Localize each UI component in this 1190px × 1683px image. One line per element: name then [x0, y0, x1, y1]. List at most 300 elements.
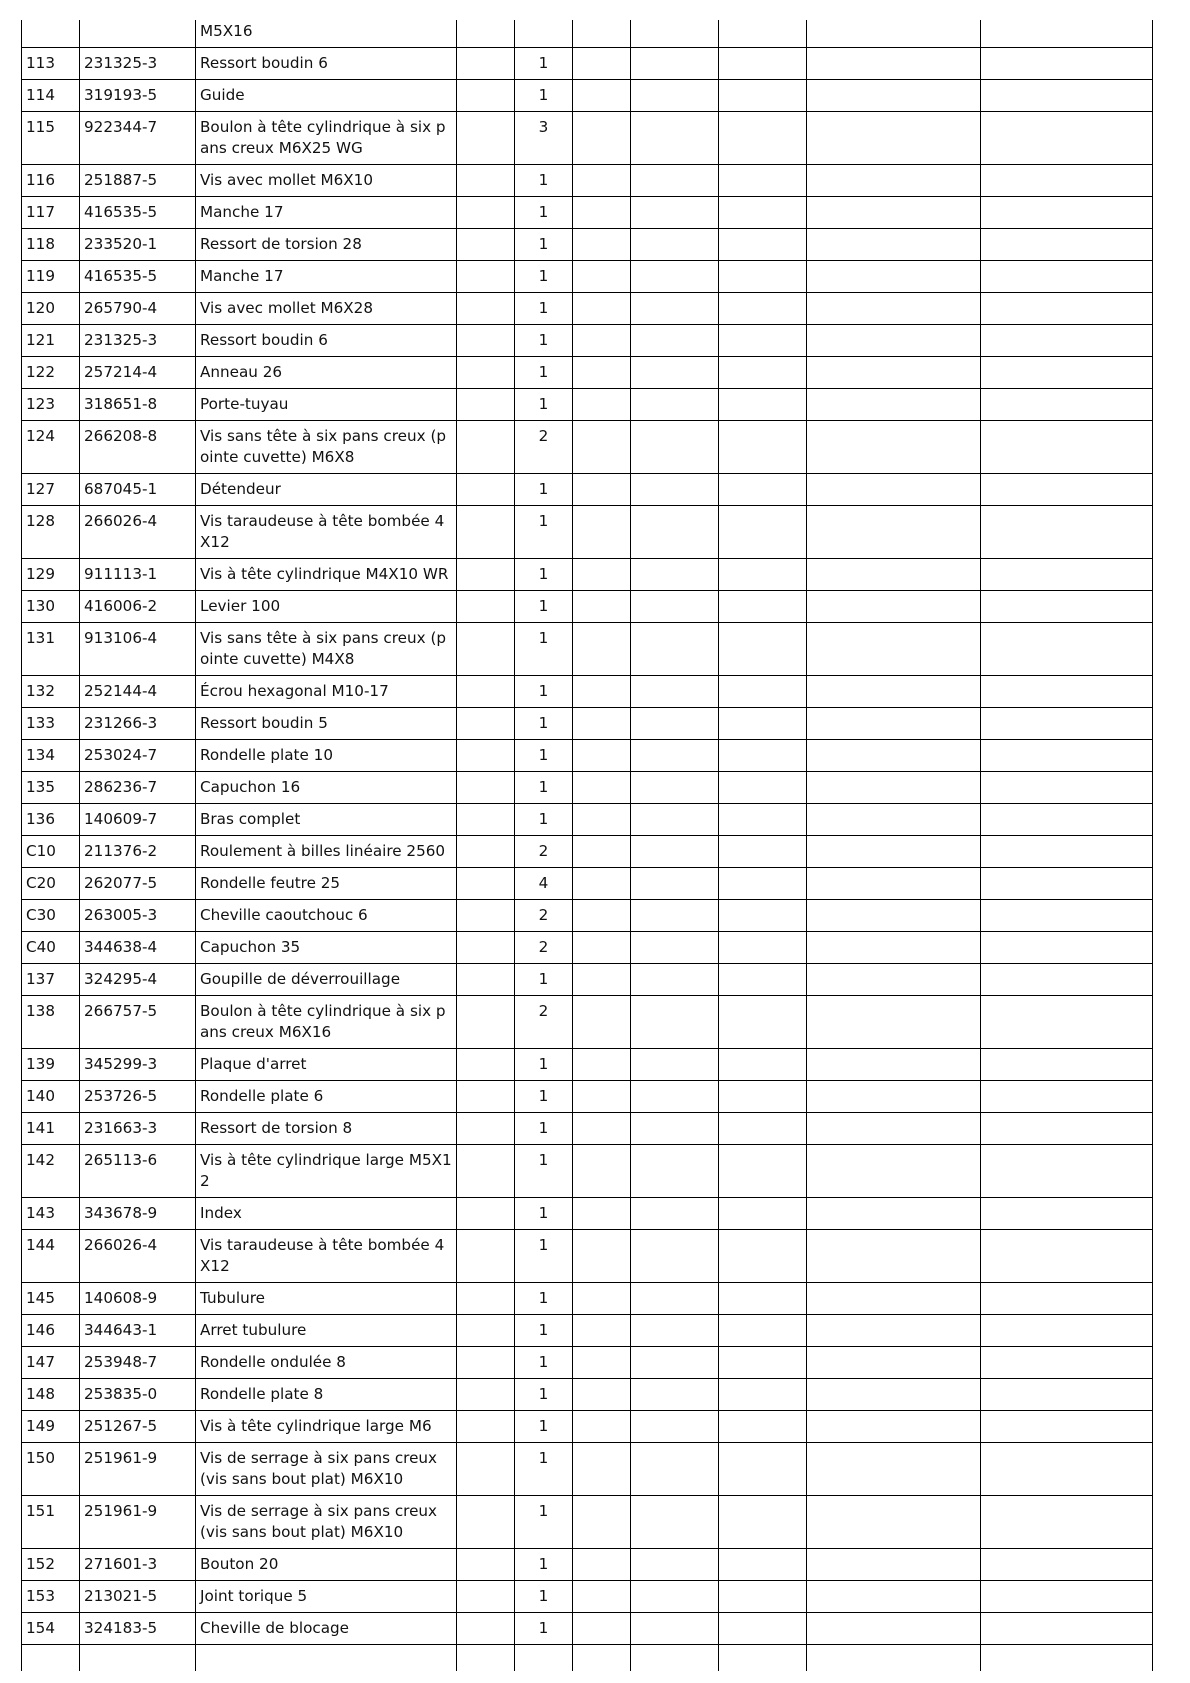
empty-cell: [631, 1314, 719, 1346]
table-row: [22, 1580, 1153, 1612]
description-cell: Détendeur: [196, 473, 457, 505]
item-number-cell: 118: [22, 228, 80, 260]
empty-cell: [631, 1080, 719, 1112]
empty-cell: [719, 388, 807, 420]
quantity-cell: 1: [515, 473, 573, 505]
empty-cell: [631, 835, 719, 867]
empty-cell: [807, 47, 981, 79]
description-cell: Vis sans tête à six pans creux (pointe cuvette) M6X8: [196, 420, 457, 473]
empty-cell: [719, 963, 807, 995]
empty-cell: [719, 1378, 807, 1410]
reference-cell: 416006-2: [80, 590, 196, 622]
empty-cell: [631, 739, 719, 771]
empty-cell: [719, 675, 807, 707]
empty-cell: [807, 420, 981, 473]
description-cell: Ressort boudin 6: [196, 324, 457, 356]
empty-cell: [981, 1442, 1153, 1495]
quantity-cell: 1: [515, 558, 573, 590]
empty-cell: [631, 1612, 719, 1644]
table-row: [22, 388, 1153, 420]
continuation-row: [22, 20, 1153, 47]
item-number-cell: 117: [22, 196, 80, 228]
quantity-cell: 1: [515, 324, 573, 356]
empty-cell: [457, 356, 515, 388]
description-cell: Ressort boudin 5: [196, 707, 457, 739]
empty-cell: [457, 1548, 515, 1580]
empty-cell: [573, 1229, 631, 1282]
table-row: [22, 324, 1153, 356]
reference-cell: 253835-0: [80, 1378, 196, 1410]
item-number-cell: 144: [22, 1229, 80, 1282]
empty-cell: [807, 835, 981, 867]
empty-cell: [981, 1144, 1153, 1197]
empty-cell: [573, 1144, 631, 1197]
quantity-cell: 2: [515, 931, 573, 963]
empty-cell: [981, 388, 1153, 420]
reference-cell: 251961-9: [80, 1442, 196, 1495]
empty-cell: [719, 1080, 807, 1112]
empty-cell: [807, 1548, 981, 1580]
description-cell: Boulon à tête cylindrique à six pans creux M6X16: [196, 995, 457, 1048]
empty-cell: [981, 707, 1153, 739]
empty-cell: [631, 164, 719, 196]
reference-cell: 265790-4: [80, 292, 196, 324]
quantity-cell: 1: [515, 1495, 573, 1548]
empty-cell: [457, 292, 515, 324]
quantity-cell: 1: [515, 47, 573, 79]
description-cell: Guide: [196, 79, 457, 111]
quantity-cell: 1: [515, 1378, 573, 1410]
empty-cell: [457, 228, 515, 260]
item-number-cell: 148: [22, 1378, 80, 1410]
empty-cell: [631, 1644, 719, 1671]
reference-cell: 233520-1: [80, 228, 196, 260]
empty-cell: [573, 1048, 631, 1080]
empty-cell: [719, 324, 807, 356]
empty-cell: [807, 1346, 981, 1378]
quantity-cell: 1: [515, 1229, 573, 1282]
empty-cell: [457, 1580, 515, 1612]
empty-cell: [573, 1548, 631, 1580]
empty-cell: [631, 1197, 719, 1229]
description-cell: Vis avec mollet M6X10: [196, 164, 457, 196]
quantity-cell: 2: [515, 420, 573, 473]
empty-cell: [573, 558, 631, 590]
empty-cell: [807, 931, 981, 963]
table-row: [22, 1080, 1153, 1112]
empty-cell: [719, 20, 807, 47]
empty-cell: [457, 1612, 515, 1644]
table-row: [22, 260, 1153, 292]
item-number-cell: 131: [22, 622, 80, 675]
empty-cell: [457, 1080, 515, 1112]
empty-cell: [807, 1197, 981, 1229]
empty-cell: [807, 622, 981, 675]
quantity-cell: 1: [515, 1580, 573, 1612]
reference-cell: 253948-7: [80, 1346, 196, 1378]
empty-cell: [719, 1314, 807, 1346]
quantity-cell: 1: [515, 196, 573, 228]
empty-cell: [631, 867, 719, 899]
empty-cell: [981, 931, 1153, 963]
empty-cell: [631, 622, 719, 675]
empty-cell: [631, 324, 719, 356]
empty-cell: [719, 196, 807, 228]
empty-cell: [807, 963, 981, 995]
empty-cell: [981, 963, 1153, 995]
empty-cell: [457, 20, 515, 47]
empty-cell: [457, 739, 515, 771]
reference-cell: 345299-3: [80, 1048, 196, 1080]
quantity-cell: 2: [515, 835, 573, 867]
empty-cell: [573, 739, 631, 771]
empty-cell: [981, 260, 1153, 292]
table-row: [22, 771, 1153, 803]
empty-cell: [981, 1378, 1153, 1410]
parts-table-body: [22, 20, 1153, 1671]
quantity-cell: 1: [515, 228, 573, 260]
quantity-cell: 1: [515, 1197, 573, 1229]
empty-cell: [719, 590, 807, 622]
item-number-cell: C40: [22, 931, 80, 963]
empty-cell: [719, 931, 807, 963]
reference-cell: 140609-7: [80, 803, 196, 835]
empty-cell: [457, 164, 515, 196]
reference-cell: 319193-5: [80, 79, 196, 111]
description-cell: Ressort de torsion 8: [196, 1112, 457, 1144]
description-cell: M5X16: [196, 20, 457, 47]
empty-cell: [457, 1378, 515, 1410]
table-row: [22, 1442, 1153, 1495]
table-row: [22, 835, 1153, 867]
empty-cell: [719, 111, 807, 164]
reference-cell: 266208-8: [80, 420, 196, 473]
empty-cell: [981, 111, 1153, 164]
table-row: [22, 1197, 1153, 1229]
empty-cell: [807, 803, 981, 835]
item-number-cell: 115: [22, 111, 80, 164]
empty-cell: [981, 164, 1153, 196]
item-number-cell: 151: [22, 1495, 80, 1548]
empty-cell: [631, 196, 719, 228]
empty-cell: [807, 111, 981, 164]
empty-cell: [807, 1144, 981, 1197]
empty-cell: [457, 1346, 515, 1378]
empty-cell: [573, 867, 631, 899]
empty-cell: [631, 505, 719, 558]
empty-cell: [719, 1612, 807, 1644]
description-cell: Rondelle ondulée 8: [196, 1346, 457, 1378]
quantity-cell: [515, 20, 573, 47]
empty-cell: [573, 1282, 631, 1314]
item-number-cell: 136: [22, 803, 80, 835]
table-row: [22, 1378, 1153, 1410]
empty-cell: [981, 558, 1153, 590]
empty-cell: [981, 1048, 1153, 1080]
empty-cell: [807, 1282, 981, 1314]
empty-cell: [631, 1346, 719, 1378]
description-cell: Rondelle feutre 25: [196, 867, 457, 899]
empty-cell: [719, 1410, 807, 1442]
quantity-cell: 1: [515, 505, 573, 558]
empty-cell: [981, 803, 1153, 835]
empty-cell: [719, 771, 807, 803]
reference-cell: 251887-5: [80, 164, 196, 196]
empty-cell: [719, 707, 807, 739]
table-row: [22, 1282, 1153, 1314]
empty-cell: [573, 1112, 631, 1144]
table-row: [22, 1112, 1153, 1144]
quantity-cell: 3: [515, 111, 573, 164]
table-row: [22, 356, 1153, 388]
empty-cell: [719, 835, 807, 867]
empty-cell: [631, 79, 719, 111]
empty-cell: [807, 1378, 981, 1410]
table-row: [22, 228, 1153, 260]
empty-cell: [573, 1644, 631, 1671]
empty-cell: [631, 995, 719, 1048]
empty-cell: [631, 1495, 719, 1548]
table-row: [22, 899, 1153, 931]
empty-cell: [981, 79, 1153, 111]
description-cell: Manche 17: [196, 260, 457, 292]
empty-cell: [573, 771, 631, 803]
empty-cell: [981, 771, 1153, 803]
quantity-cell: 1: [515, 590, 573, 622]
empty-cell: [457, 1442, 515, 1495]
empty-cell: [457, 590, 515, 622]
reference-cell: 286236-7: [80, 771, 196, 803]
empty-cell: [807, 1612, 981, 1644]
description-cell: Joint torique 5: [196, 1580, 457, 1612]
empty-cell: [807, 867, 981, 899]
table-row: [22, 79, 1153, 111]
empty-cell: [807, 260, 981, 292]
empty-cell: [573, 1612, 631, 1644]
item-number-cell: 139: [22, 1048, 80, 1080]
empty-cell: [719, 995, 807, 1048]
empty-cell: [807, 771, 981, 803]
empty-cell: [807, 356, 981, 388]
empty-cell: [631, 1580, 719, 1612]
empty-cell: [719, 473, 807, 505]
quantity-cell: 1: [515, 1282, 573, 1314]
table-row: [22, 931, 1153, 963]
empty-cell: [573, 1495, 631, 1548]
quantity-cell: 1: [515, 260, 573, 292]
empty-cell: [457, 803, 515, 835]
empty-cell: [719, 420, 807, 473]
item-number-cell: 119: [22, 260, 80, 292]
description-cell: Capuchon 16: [196, 771, 457, 803]
empty-cell: [807, 473, 981, 505]
empty-cell: [631, 260, 719, 292]
table-row: [22, 292, 1153, 324]
description-cell: Index: [196, 1197, 457, 1229]
quantity-cell: 1: [515, 356, 573, 388]
table-row: [22, 590, 1153, 622]
empty-cell: [631, 1112, 719, 1144]
empty-cell: [573, 111, 631, 164]
reference-cell: 344643-1: [80, 1314, 196, 1346]
reference-cell: 231325-3: [80, 47, 196, 79]
empty-cell: [981, 1580, 1153, 1612]
item-number-cell: C10: [22, 835, 80, 867]
item-number-cell: 137: [22, 963, 80, 995]
empty-cell: [573, 803, 631, 835]
item-number-cell: 141: [22, 1112, 80, 1144]
empty-cell: [457, 324, 515, 356]
empty-cell: [981, 1282, 1153, 1314]
empty-cell: [807, 1314, 981, 1346]
quantity-cell: 1: [515, 292, 573, 324]
reference-cell: 687045-1: [80, 473, 196, 505]
description-cell: Rondelle plate 8: [196, 1378, 457, 1410]
empty-cell: [807, 292, 981, 324]
reference-cell: 265113-6: [80, 1144, 196, 1197]
empty-cell: [981, 1346, 1153, 1378]
item-number-cell: 154: [22, 1612, 80, 1644]
quantity-cell: 1: [515, 1080, 573, 1112]
empty-cell: [631, 292, 719, 324]
reference-cell: 416535-5: [80, 196, 196, 228]
item-number-cell: 128: [22, 505, 80, 558]
quantity-cell: 1: [515, 622, 573, 675]
table-row: [22, 473, 1153, 505]
reference-cell: 343678-9: [80, 1197, 196, 1229]
empty-cell: [981, 324, 1153, 356]
item-number-cell: 147: [22, 1346, 80, 1378]
item-number-cell: 150: [22, 1442, 80, 1495]
empty-cell: [573, 1346, 631, 1378]
description-cell: Vis à tête cylindrique large M6: [196, 1410, 457, 1442]
description-cell: Vis à tête cylindrique M4X10 WR: [196, 558, 457, 590]
table-row: [22, 739, 1153, 771]
description-cell: Vis sans tête à six pans creux (pointe cuvette) M4X8: [196, 622, 457, 675]
empty-cell: [719, 356, 807, 388]
reference-cell: 922344-7: [80, 111, 196, 164]
reference-cell: 213021-5: [80, 1580, 196, 1612]
empty-cell: [631, 707, 719, 739]
empty-cell: [573, 835, 631, 867]
empty-cell: [631, 1410, 719, 1442]
empty-cell: [719, 867, 807, 899]
empty-cell: [631, 420, 719, 473]
reference-cell: 324295-4: [80, 963, 196, 995]
item-number-cell: 133: [22, 707, 80, 739]
empty-cell: [457, 260, 515, 292]
empty-cell: [807, 20, 981, 47]
empty-cell: [719, 622, 807, 675]
empty-cell: [719, 1580, 807, 1612]
empty-cell: [981, 835, 1153, 867]
reference-cell: 271601-3: [80, 1548, 196, 1580]
table-row: [22, 963, 1153, 995]
empty-cell: [573, 228, 631, 260]
empty-cell: [807, 1495, 981, 1548]
empty-cell: [457, 867, 515, 899]
empty-cell: [719, 292, 807, 324]
description-cell: Bras complet: [196, 803, 457, 835]
empty-cell: [719, 505, 807, 558]
table-row: [22, 164, 1153, 196]
empty-cell: [573, 196, 631, 228]
empty-cell: [573, 47, 631, 79]
empty-cell: [981, 505, 1153, 558]
reference-cell: 913106-4: [80, 622, 196, 675]
empty-cell: [573, 1197, 631, 1229]
table-row: [22, 196, 1153, 228]
empty-cell: [457, 899, 515, 931]
description-cell: Anneau 26: [196, 356, 457, 388]
empty-cell: [719, 164, 807, 196]
empty-cell: [981, 47, 1153, 79]
empty-cell: [631, 1048, 719, 1080]
empty-cell: [631, 1144, 719, 1197]
empty-cell: [719, 803, 807, 835]
empty-cell: [631, 1282, 719, 1314]
empty-cell: [981, 196, 1153, 228]
empty-cell: [457, 771, 515, 803]
empty-cell: [807, 228, 981, 260]
table-row: [22, 420, 1153, 473]
empty-cell: [457, 675, 515, 707]
item-number-cell: 121: [22, 324, 80, 356]
empty-cell: [981, 1229, 1153, 1282]
description-cell: Arret tubulure: [196, 1314, 457, 1346]
empty-cell: [981, 1644, 1153, 1671]
item-number-cell: 138: [22, 995, 80, 1048]
empty-cell: [573, 963, 631, 995]
item-number-cell: 120: [22, 292, 80, 324]
empty-cell: [573, 707, 631, 739]
empty-cell: [573, 324, 631, 356]
empty-cell: [80, 1644, 196, 1671]
table-row: [22, 1048, 1153, 1080]
reference-cell: 263005-3: [80, 899, 196, 931]
empty-cell: [981, 1410, 1153, 1442]
empty-cell: [631, 1378, 719, 1410]
table-row: [22, 111, 1153, 164]
table-row: [22, 675, 1153, 707]
empty-cell: [573, 675, 631, 707]
description-cell: Boulon à tête cylindrique à six pans creux M6X25 WG: [196, 111, 457, 164]
empty-cell: [807, 707, 981, 739]
empty-cell: [573, 995, 631, 1048]
empty-cell: [515, 1644, 573, 1671]
item-number-cell: C20: [22, 867, 80, 899]
description-cell: Plaque d'arret: [196, 1048, 457, 1080]
empty-cell: [457, 1048, 515, 1080]
empty-cell: [457, 1644, 515, 1671]
empty-cell: [457, 1282, 515, 1314]
empty-cell: [807, 995, 981, 1048]
reference-cell: 266026-4: [80, 1229, 196, 1282]
empty-cell: [573, 1314, 631, 1346]
empty-cell: [457, 505, 515, 558]
empty-cell: [457, 111, 515, 164]
description-cell: Vis avec mollet M6X28: [196, 292, 457, 324]
empty-cell: [631, 1442, 719, 1495]
empty-cell: [573, 164, 631, 196]
item-number-cell: 123: [22, 388, 80, 420]
empty-cell: [457, 420, 515, 473]
empty-cell: [719, 899, 807, 931]
empty-cell: [457, 473, 515, 505]
reference-cell: 416535-5: [80, 260, 196, 292]
empty-cell: [807, 1644, 981, 1671]
empty-cell: [457, 1229, 515, 1282]
